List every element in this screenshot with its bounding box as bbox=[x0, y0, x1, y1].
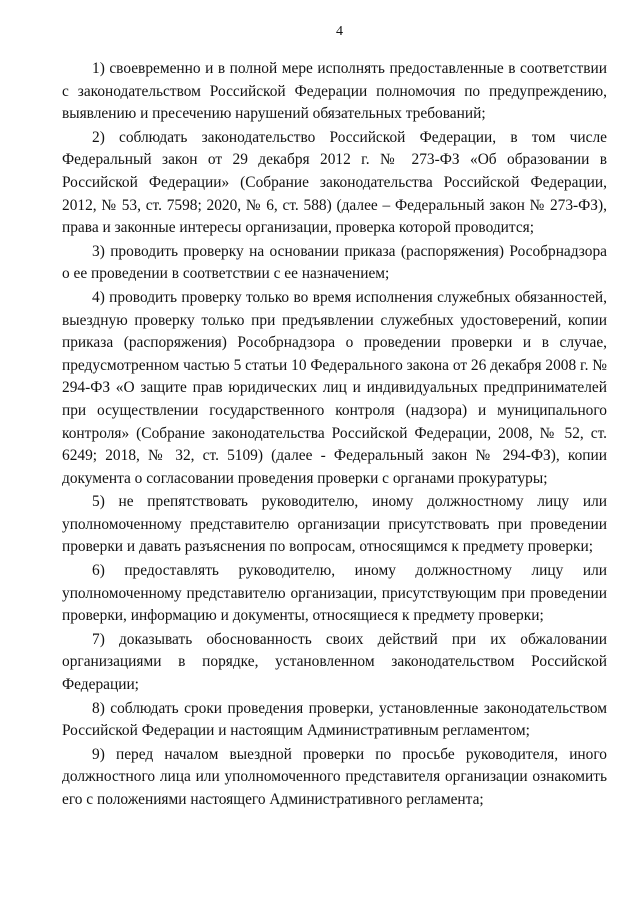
paragraph-item-3: 3) проводить проверку на основании приказа (распоряжения) Рособрнадзора о ее проведении в соответствии с ее назначением; bbox=[62, 242, 607, 283]
page-number: 4 bbox=[336, 24, 343, 39]
paragraph-item-7: 7) доказывать обоснованность своих действий при их обжаловании организациями в порядке, установленном законодательством Российской Федерации; bbox=[62, 630, 607, 694]
paragraph-item-4: 4) проводить проверку только во время исполнения служебных обязанностей, выездную проверку только при предъявлении служебных удостоверений, копии приказа (распоряжения) Рособрнадзора о проведении проверки и в случае, предусмотренном частью 5 статьи 10 Федерального закона от 26 декабря 2008 г. № 294-ФЗ «О защите прав юридических лиц и индивидуальных предпринимателей при осуществлении государственного контроля (надзора) и муниципального контроля» (Собрание законодательства Российской Федерации, 2008, № 52, ст. 6249; 2018, № 32, ст. 5109) (далее - Федеральный закон № 294-ФЗ), копии документа о согласовании проведения проверки с органами прокуратуры; bbox=[62, 288, 607, 487]
paragraph-item-5: 5) не препятствовать руководителю, иному должностному лицу или уполномоченному представителю организации присутствовать при проведении проверки и давать разъяснения по вопросам, относящимся к предмету проверки; bbox=[62, 493, 607, 556]
paragraph-item-9: 9) перед началом выездной проверки по просьбе руководителя, иного должностного лица или уполномоченного представителя организации ознакомить его с положениями настоящего Административного регламента; bbox=[62, 745, 607, 808]
paragraph-item-2: 2) соблюдать законодательство Российской Федерации, в том числе Федеральный закон от 29 декабря 2012 г. № 273-ФЗ «Об образовании в Российской Федерации» (Собрание законодательства Российской Федерации, 2012, № 53, ст. 7598; 2020, № 6, ст. 588) (далее – Федеральный закон № 273-ФЗ), права и законные интересы организации, проверка которой проводится; bbox=[62, 128, 607, 237]
paragraph-item-8: 8) соблюдать сроки проведения проверки, установленные законодательством Российской Федерации и настоящим Административным регламентом; bbox=[62, 699, 607, 740]
paragraph-item-1: 1) своевременно и в полной мере исполнять предоставленные в соответствии с законодательством Российской Федерации полномочия по предупреждению, выявлению и пресечению нарушений обязательных требований; bbox=[62, 60, 607, 123]
paragraph-item-6: 6) предоставлять руководителю, иному должностному лицу или уполномоченному представителю организации, присутствующим при проведении проверки, информацию и документы, относящиеся к предмету проверки; bbox=[62, 562, 607, 625]
